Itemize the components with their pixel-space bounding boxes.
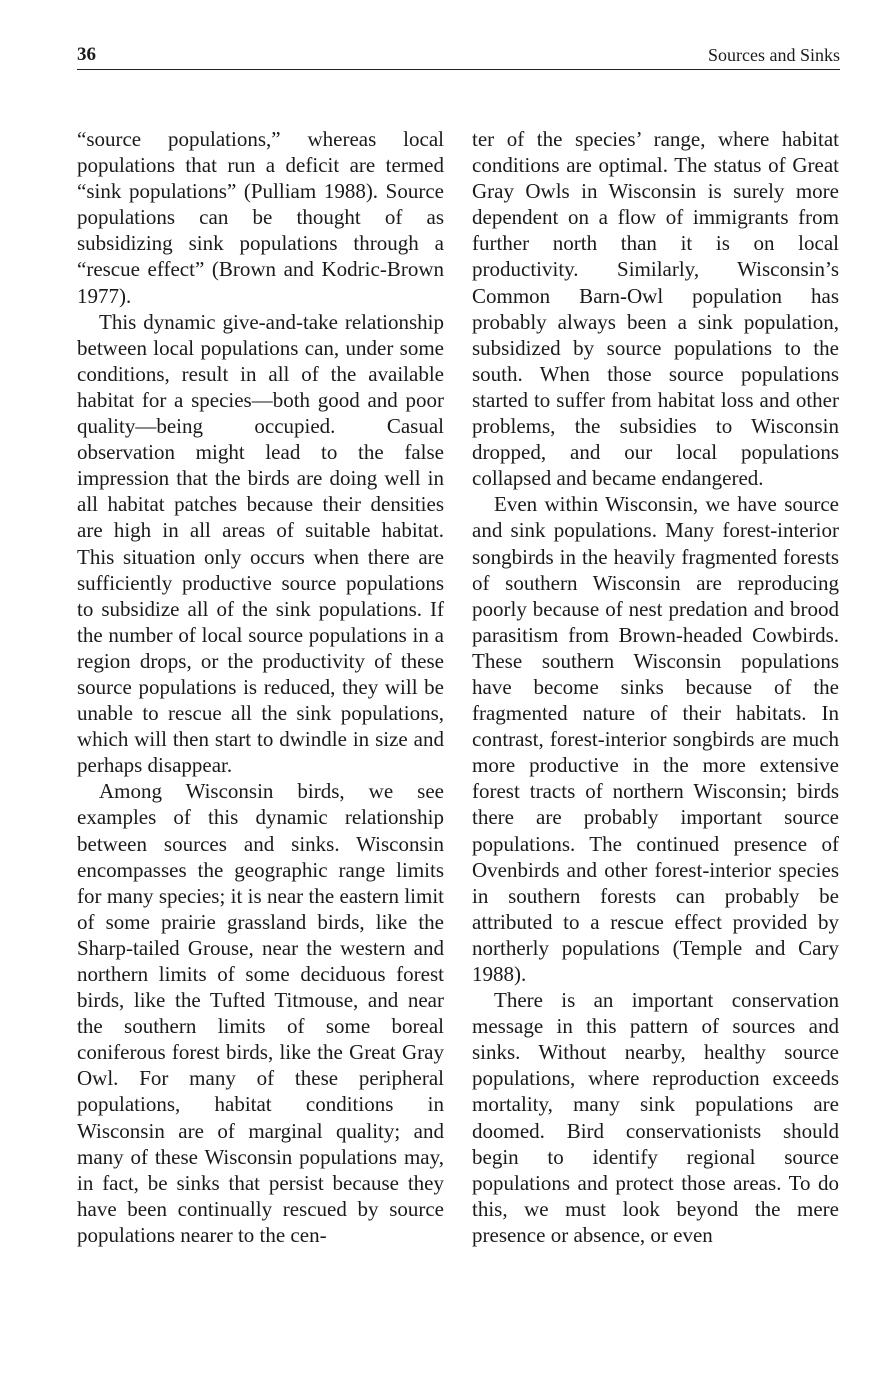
paragraph: Even within Wisconsin, we have source and sink populations. Many forest-interior songbirds in the heavily fragmented forests of southern Wisconsin are reproducing poorly because of nest predation and brood parasitism from Brown-headed Cowbirds. These southern Wisconsin populations have become sinks because of the fragmented nature of their habitats. In contrast, forest-interior songbirds are much more productive in the more extensive forest tracts of northern Wisconsin; birds there are probably important source populations. The continued presence of Ovenbirds and other forest-interior species in southern forests can probably be attributed to a rescue effect provided by northerly populations (Temple and Cary 1988). [472, 492, 839, 986]
page-number: 36 [77, 44, 96, 65]
running-head [77, 44, 840, 70]
paragraph: “source populations,” whereas local populations that run a deficit are termed “sink populations” (Pulliam 1988). Source populations can be thought of as subsidizing sink populations through a “rescue effect” (Brown and Kodric-Brown 1977). [77, 127, 444, 308]
paragraph: This dynamic give-and-take relationship between local populations can, under some conditions, result in all of the available habitat for a species—both good and poor quality—being occupied. Casual observation might lead to the false impression that the birds are doing well in all habitat patches because their densities are high in all areas of suitable habitat. This situation only occurs when there are sufficiently productive source populations to subsidize all of the sink populations. If the number of local source populations in a region drops, or the productivity of these source populations is reduced, they will be unable to rescue all the sink populations, which will then start to dwindle in size and perhaps disappear. [77, 309, 444, 778]
left-column [77, 126, 444, 1248]
running-title: Sources and Sinks [708, 45, 840, 65]
paragraph: ter of the species’ range, where habitat conditions are optimal. The status of Great Gray Owls in Wisconsin is surely more dependent on a flow of immigrants from further north than it is on local productivity. Similarly, Wisconsin’s Common Barn-Owl population has probably always been a sink population, subsidized by source populations to the south. When those source populations started to suffer from habitat loss and other problems, the subsidies to Wisconsin dropped, and our local populations collapsed and became endangered. [472, 127, 839, 491]
header-rule [77, 69, 840, 70]
paragraph: There is an important conservation message in this pattern of sources and sinks. Without nearby, healthy source populations, where reproduction exceeds mortality, many sink populations are doomed. Bird conservationists should begin to identify regional source populations and protect those areas. To do this, we must look beyond the mere presence or absence, or even [472, 988, 839, 1247]
paragraph: Among Wisconsin birds, we see examples of this dynamic relationship between sources and sinks. Wisconsin encompasses the geographic range limits for many species; it is near the eastern limit of some prairie grassland birds, like the Sharp-tailed Grouse, near the western and northern limits of some deciduous forest birds, like the Tufted Titmouse, and near the southern limits of some boreal coniferous forest birds, like the Great Gray Owl. For many of these peripheral populations, habitat conditions in Wisconsin are of marginal quality; and many of these Wisconsin populations may, in fact, be sinks that persist because they have been continually rescued by source populations nearer to the cen- [77, 779, 444, 1247]
right-column [472, 126, 839, 1248]
